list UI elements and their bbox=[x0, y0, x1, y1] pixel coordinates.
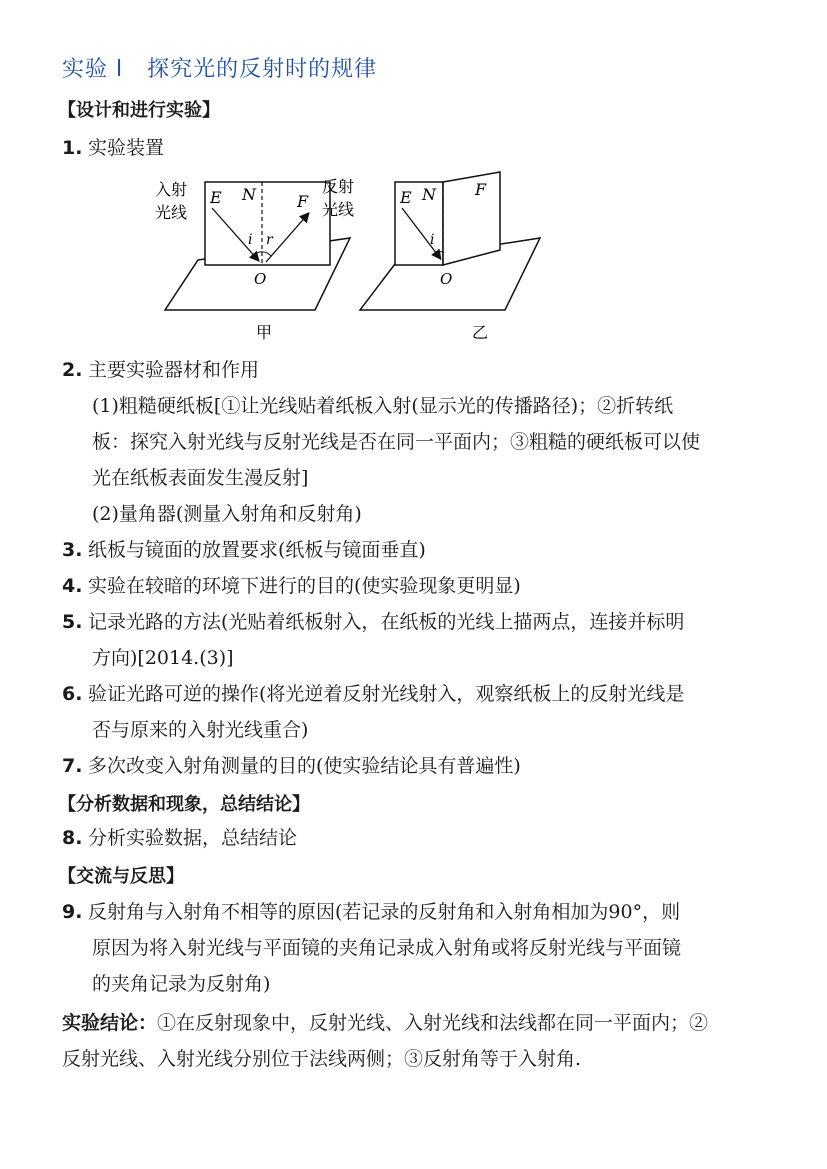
item-2-sub1-line2: 板：探究入射光线与反射光线是否在同一平面内；③粗糙的硬纸板可以使 bbox=[92, 431, 701, 453]
label-incident-2: 光线 bbox=[155, 203, 188, 222]
item-2-sub2: (2)量角器(测量入射角和反射角) bbox=[92, 503, 362, 525]
item-3: 3. 纸板与镜面的放置要求(纸板与镜面垂直) bbox=[62, 539, 426, 561]
svg-text:i: i bbox=[248, 232, 253, 248]
svg-text:r: r bbox=[266, 232, 273, 248]
svg-text:N: N bbox=[422, 185, 436, 204]
svg-text:E: E bbox=[400, 188, 412, 207]
item-9-line3: 的夹角记录为反射角) bbox=[92, 973, 271, 995]
svg-text:E: E bbox=[210, 188, 222, 207]
caption-jia: 甲 bbox=[256, 323, 273, 342]
figure-jia bbox=[155, 177, 354, 342]
experiment-title: 探究光的反射时的规律 bbox=[147, 57, 378, 82]
item-1: 1. 实验装置 bbox=[62, 137, 165, 159]
figure-yi bbox=[360, 172, 540, 342]
svg-text:O: O bbox=[254, 270, 267, 288]
conclusion-line2: 反射光线、入射光线分别位于法线两侧；③反射角等于入射角. bbox=[62, 1048, 582, 1070]
board-jia bbox=[205, 182, 330, 265]
svg-text:F: F bbox=[475, 180, 487, 199]
section-reflection: 【交流与反思】 bbox=[58, 866, 184, 887]
svg-text:i: i bbox=[430, 232, 435, 248]
item-9: 9. 反射角与入射角不相等的原因(若记录的反射角和入射角相加为90°，则 bbox=[62, 901, 681, 923]
item-2-sub1-line3: 光在纸板表面发生漫反射] bbox=[92, 467, 309, 489]
item-5-line2: 方向)[2014.(3)] bbox=[92, 647, 234, 669]
label-reflected-2: 光线 bbox=[322, 200, 355, 219]
caption-yi: 乙 bbox=[472, 323, 489, 342]
label-incident-1: 入射 bbox=[155, 180, 188, 199]
label-reflected-1: 反射 bbox=[322, 177, 355, 196]
svg-text:N: N bbox=[242, 185, 256, 204]
item-5: 5. 记录光路的方法(光贴着纸板射入，在纸板的光线上描两点，连接并标明 bbox=[62, 611, 685, 633]
experiment-label: 实验 l bbox=[62, 57, 124, 82]
item-2-sub1-line1: (1)粗糙硬纸板[①让光线贴着纸板入射(显示光的传播路径)；②折转纸 bbox=[92, 395, 674, 417]
section-design: 【设计和进行实验】 bbox=[58, 100, 220, 121]
experiment-apparatus-figure bbox=[150, 170, 570, 350]
item-6-line2: 否与原来的入射光线重合) bbox=[92, 719, 309, 741]
svg-text:F: F bbox=[297, 192, 309, 211]
item-8: 8. 分析实验数据，总结结论 bbox=[62, 827, 298, 849]
item-9-line2: 原因为将入射光线与平面镜的夹角记录成入射角或将反射光线与平面镜 bbox=[92, 937, 682, 959]
board-right-folded-yi bbox=[443, 172, 500, 265]
svg-text:O: O bbox=[440, 270, 453, 288]
item-7: 7. 多次改变入射角测量的目的(使实验结论具有普遍性) bbox=[62, 755, 521, 777]
item-4: 4. 实验在较暗的环境下进行的目的(使实验现象更明显) bbox=[62, 575, 521, 597]
section-analysis: 【分析数据和现象，总结结论】 bbox=[58, 794, 310, 815]
conclusion-label: 实验结论： bbox=[62, 1012, 158, 1034]
page-title bbox=[62, 52, 377, 83]
conclusion-line1: 实验结论：①在反射现象中，反射光线、入射光线和法线都在同一平面内；② bbox=[62, 1012, 709, 1034]
item-6: 6. 验证光路可逆的操作(将光逆着反射光线射入，观察纸板上的反射光线是 bbox=[62, 683, 685, 705]
item-2: 2. 主要实验器材和作用 bbox=[62, 359, 260, 381]
